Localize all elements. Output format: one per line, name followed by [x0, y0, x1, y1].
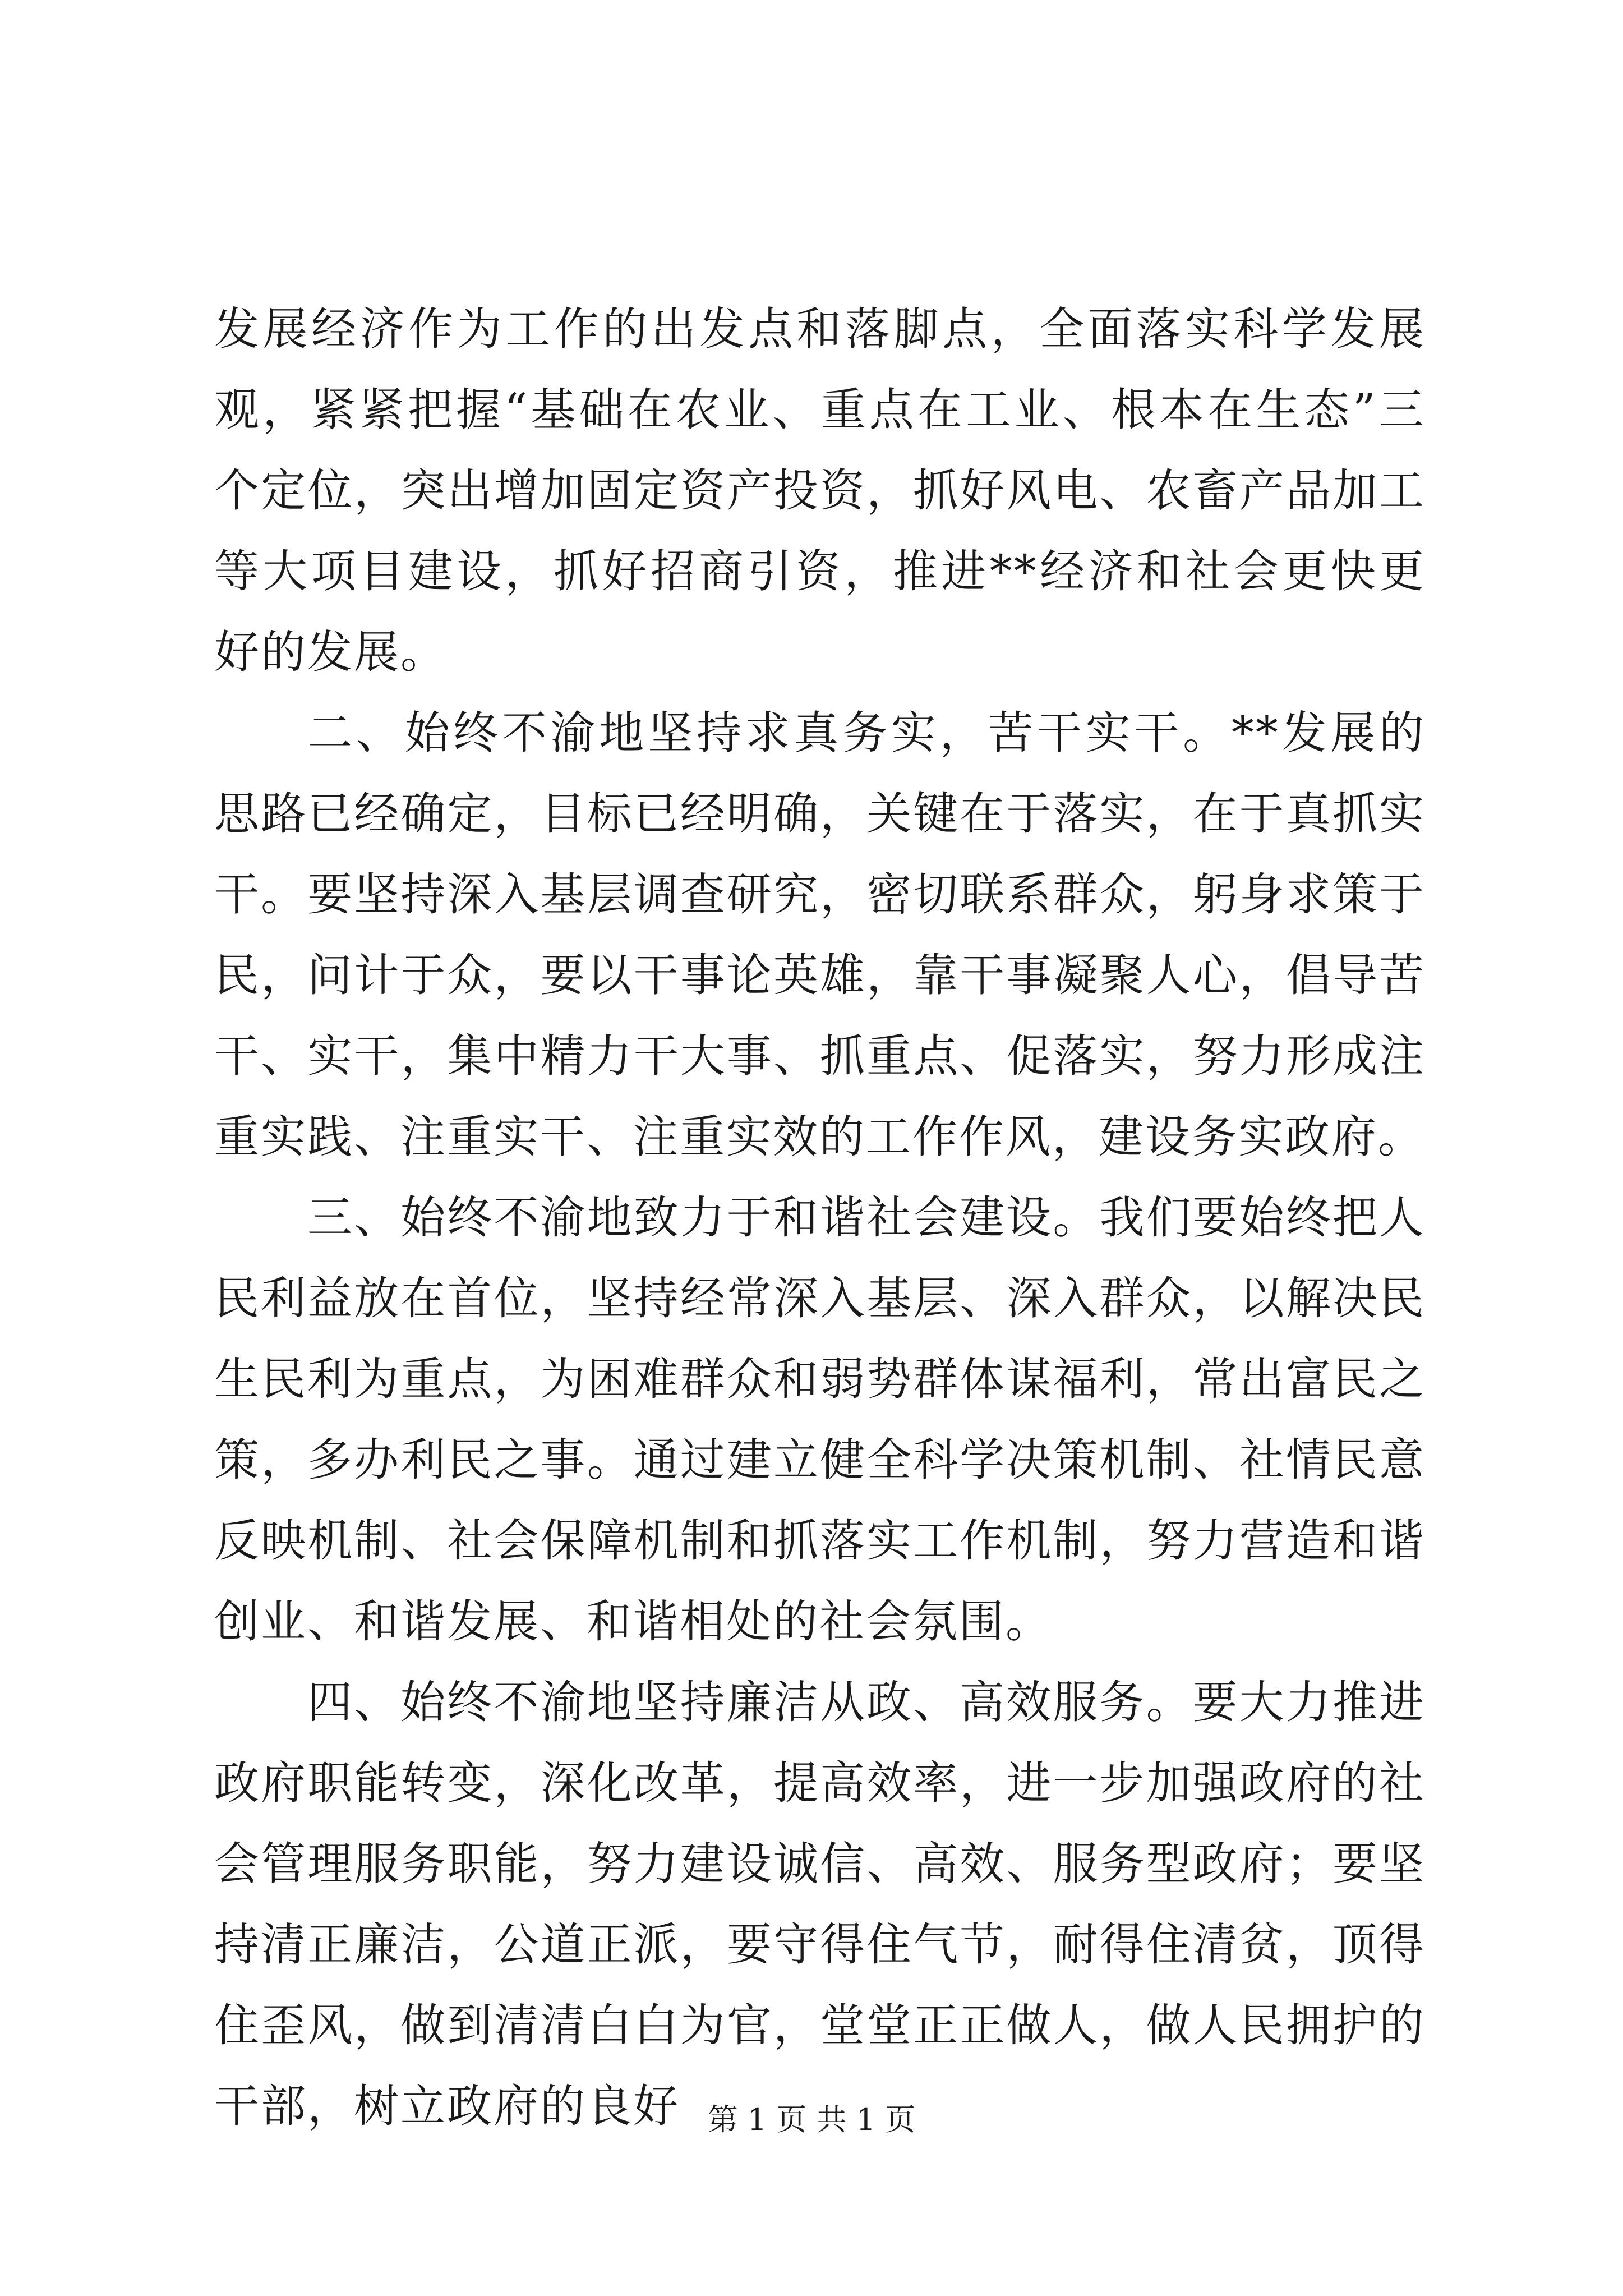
page-footer: 第 1 页 共 1 页: [707, 2102, 916, 2137]
paragraph-4: 四、始终不渝地坚持廉洁从政、高效服务。要大力推进政府职能转变，深化改革，提高效率，进一步加强政府的社会管理服务职能，努力建设诚信、高效、服务型政府；要坚持清正廉洁，公道正派，要守得住气节，耐得住清贫，顶得住歪风，做到清清白白为官，堂堂正正做人，做人民拥护的干部，树立政府的良好: [214, 1676, 1426, 2132]
paragraph-1: 发展经济作为工作的出发点和落脚点，全面落实科学发展观，紧紧把握“基础在农业、重点在工业、根本在生态”三个定位，突出增加固定资产投资，抓好风电、农畜产品加工等大项目建设，抓好招商引资，推进**经济和社会更快更好的发展。: [214, 303, 1426, 678]
paragraph-2: 二、始终不渝地坚持求真务实，苦干实干。**发展的思路已经确定，目标已经明确，关键在于落实，在于真抓实干。要坚持深入基层调查研究，密切联系群众，躬身求策于民，问计于众，要以干事论英雄，靠干事凝聚人心，倡导苦干、实干，集中精力干大事、抓重点、促落实，努力形成注重实践、注重实干、注重实效的工作作风，建设务实政府。: [214, 707, 1426, 1163]
document-body: [214, 289, 1426, 2147]
paragraph-3: 三、始终不渝地致力于和谐社会建设。我们要始终把人民利益放在首位，坚持经常深入基层、深入群众，以解决民生民利为重点，为困难群众和弱势群体谋福利，常出富民之策，多办利民之事。通过建立健全科学决策机制、社情民意反映机制、社会保障机制和抓落实工作机制，努力营造和谐创业、和谐发展、和谐相处的社会氛围。: [214, 1191, 1426, 1648]
